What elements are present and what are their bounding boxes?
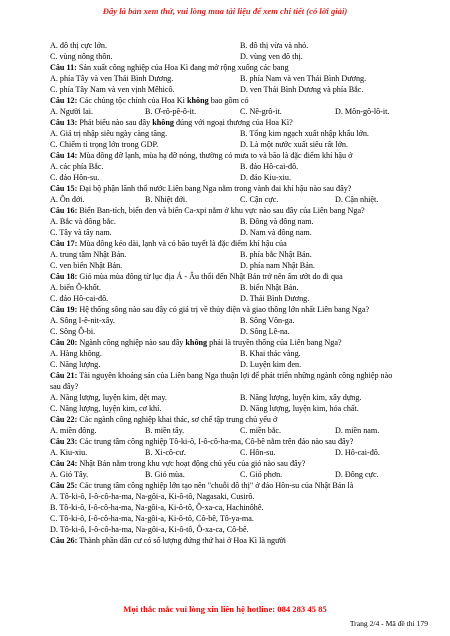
question-stem xyxy=(50,238,430,249)
question-stem xyxy=(50,117,430,128)
answer-row xyxy=(50,425,430,436)
question-text: Nhật Bản nằm trong khu vực hoạt động chủ yếu của gió nào sau đây? xyxy=(77,459,306,468)
question-text: Thành phần dân cư có số lượng đứng thứ hai ở Hoa Kì là người xyxy=(77,536,287,545)
question-emphasis: không xyxy=(186,96,209,105)
answer-option: B. Sông Vôn-ga. xyxy=(240,316,295,325)
answer-row xyxy=(50,84,430,95)
answer-option: D. Đông cực. xyxy=(335,470,379,479)
question-text: Đại bộ phận lãnh thổ nước Liên bang Nga nằm trong vành đai khí hậu nào sau đây? xyxy=(77,184,352,193)
answer-option: D. Cận nhiệt. xyxy=(335,195,379,204)
question-emphasis: không xyxy=(152,118,174,127)
answer-option: B. đảo Hô-cai-đô. xyxy=(240,162,299,171)
answer-row xyxy=(50,315,430,326)
answer-option: D. Năng lượng, luyện kim, hóa chất. xyxy=(240,404,359,413)
answer-option: C. Tây và tây nam. xyxy=(50,228,112,237)
question-stem xyxy=(50,480,430,491)
answer-option: B. Gió mùa. xyxy=(145,470,185,479)
answer-row xyxy=(50,139,430,150)
answer-row xyxy=(50,51,430,62)
answer-row xyxy=(50,282,430,293)
answer-option: D. phía nam Nhật Bản. xyxy=(240,261,315,270)
question-text-tail: phải là truyền thống của Liên bang Nga? xyxy=(207,338,342,347)
question-number: Câu 13: xyxy=(50,118,78,127)
answer-row xyxy=(50,260,430,271)
answer-option: D. Nam và đông nam. xyxy=(240,228,312,237)
answer-option: C. đảo Hôn-su. xyxy=(50,173,100,182)
text-line: sau đây? xyxy=(50,382,79,391)
answer-option: D. Thái Bình Dương. xyxy=(240,294,310,303)
answer-option: C. vùng nông thôn. xyxy=(50,52,113,61)
question-text: Các trung tâm công nghiệp lớn tạo nên "chuỗi đô thị" ở đảo Hôn-su của Nhật Bản là xyxy=(77,481,354,490)
answer-option: A. đô thị cực lớn. xyxy=(50,41,107,50)
question-number: Câu 20: xyxy=(50,338,78,347)
answer-option: B. đô thị vừa và nhỏ. xyxy=(240,41,309,50)
text-line: A. Tô-ki-ô, I-ô-cô-ha-ma, Na-gôi-a, Ki-ô-tô, Nagasaki, Cusirô. xyxy=(50,492,255,501)
question-number: Câu 12: xyxy=(50,96,78,105)
question-number: Câu 14: xyxy=(50,151,78,160)
question-stem xyxy=(50,414,430,425)
answer-row xyxy=(50,227,430,238)
question-stem xyxy=(50,436,430,447)
answer-row xyxy=(50,447,430,458)
question-emphasis: không xyxy=(185,338,208,347)
answer-option: A. Hàng không. xyxy=(50,349,102,358)
question-text: Các ngành công nghiệp khai thác, sơ chế tập trung chủ yếu ở xyxy=(77,415,278,424)
answer-option: D. Là một nước xuất siêu rất lớn. xyxy=(240,140,348,149)
answer-option: C. đảo Hô-cai-đô. xyxy=(50,294,109,303)
answer-option: A. Bắc và đông bắc. xyxy=(50,217,116,226)
question-stem xyxy=(50,150,430,161)
question-stem xyxy=(50,458,430,469)
question-stem xyxy=(50,535,430,546)
question-text: Biển Ban-tích, biển đen và biển Ca-xpi nằm ở khu vực nào sau đây của Liên bang Nga? xyxy=(77,206,365,215)
answer-option: D. vùng ven đô thị. xyxy=(240,52,303,61)
question-text: Ngành công nghiệp nào sau đây xyxy=(77,338,186,347)
question-number: Câu 26: xyxy=(50,536,78,545)
answer-option: B. Năng lượng, luyện kim, xây dựng. xyxy=(240,393,362,402)
answer-row xyxy=(50,249,430,260)
question-stem xyxy=(50,337,430,348)
answer-option: B. Xi-cô-cư. xyxy=(145,448,186,457)
question-number: Câu 19: xyxy=(50,305,78,314)
answer-option: D. Môn-gô-lô-it. xyxy=(335,107,390,116)
answer-option: C. Nê-grô-it. xyxy=(240,107,282,116)
question-stem xyxy=(50,205,430,216)
answer-option: A. Người lai. xyxy=(50,107,94,116)
answer-option: B. Ơ-rô-pê-ô-it. xyxy=(145,107,197,116)
answer-option: C. Cận cực. xyxy=(240,195,279,204)
answer-row xyxy=(50,40,430,51)
answer-option: A. các phía Bắc. xyxy=(50,162,104,171)
answer-option: A. Kiu-xiu. xyxy=(50,448,88,457)
answer-option: B. phía Nam và ven Thái Bình Dương. xyxy=(240,74,367,83)
answer-option: B. biển Nhật Bản. xyxy=(240,283,299,292)
answer-option: A. miền đông. xyxy=(50,426,97,435)
question-text: Tài nguyên khoáng sản của Liên bang Nga thuận lợi để phát triển những ngành công nghiệp nào xyxy=(77,371,393,380)
answer-option: A. trung tâm Nhật Bản. xyxy=(50,250,127,259)
answer-option: A. Ôn đới. xyxy=(50,195,85,204)
question-text: Gió mùa mùa đông từ lục địa Á - Âu thổi đến Nhật Bản trở nên ấm ướt do đi qua xyxy=(77,272,343,281)
answer-option: B. Khai thác vàng. xyxy=(240,349,301,358)
hotline-text: Mọi thắc mắc vui lòng xin liên hệ hotline: 084 283 45 85 xyxy=(123,604,327,614)
answer-row xyxy=(50,293,430,304)
answer-option: A. Năng lượng, luyện kim, dệt may. xyxy=(50,393,167,402)
question-number: Câu 25: xyxy=(50,481,78,490)
question-number: Câu 17: xyxy=(50,239,78,248)
answer-row xyxy=(50,392,430,403)
answer-option: C. Năng lượng. xyxy=(50,360,101,369)
answer-option: D. Hô-cai-đô. xyxy=(335,448,380,457)
answer-row xyxy=(50,359,430,370)
question-text: Phát biểu nào sau đây xyxy=(77,118,153,127)
answer-option: A. Gió Tây. xyxy=(50,470,89,479)
answer-option: D. đảo Kiu-xiu. xyxy=(240,173,291,182)
answer-option: C. ven biển Nhật Bản. xyxy=(50,261,123,270)
question-number: Câu 15: xyxy=(50,184,78,193)
answer-row xyxy=(50,348,430,359)
answer-option: A. Giá trị nhập siêu ngày càng tăng. xyxy=(50,129,168,138)
question-number: Câu 16: xyxy=(50,206,78,215)
question-text: Mùa đông kéo dài, lạnh và có bão tuyết là đặc điểm khí hậu của xyxy=(77,239,287,248)
question-stem xyxy=(50,95,430,106)
answer-row xyxy=(50,326,430,337)
answer-option: B. Tổng kim ngạch xuất nhập khẩu lớn. xyxy=(240,129,369,138)
answer-option: C. Chiếm tỉ trọng lớn trong GDP. xyxy=(50,140,159,149)
question-text: Mùa đông đỡ lạnh, mùa hạ đỡ nóng, thường có mưa to và bão là đặc điểm khí hậu ở xyxy=(77,151,353,160)
text-line: D. Tô-ki-ô, I-ô-cô-ha-ma, Na-gôi-a, Ki-ô-tô, Ô-xa-ca, Cô-bê. xyxy=(50,525,249,534)
question-text: Hệ thống sông nào sau đây có giá trị về thủy điện và giao thông lớn nhất Liên bang Nga? xyxy=(77,305,370,314)
answer-option: C. miền bắc. xyxy=(240,426,282,435)
answer-row xyxy=(50,161,430,172)
answer-option: B. miền tây. xyxy=(145,426,185,435)
question-number: Câu 22: xyxy=(50,415,78,424)
question-number: Câu 21: xyxy=(50,371,78,380)
answer-option: D. Luyện kim đen. xyxy=(240,360,302,369)
exam-content xyxy=(50,40,430,546)
question-number: Câu 24: xyxy=(50,459,78,468)
answer-row xyxy=(50,194,430,205)
answer-option: D. Sông Lê-na. xyxy=(240,327,290,336)
question-text-tail: đúng với ngoại thương của Hoa Kì? xyxy=(173,118,293,127)
question-stem xyxy=(50,304,430,315)
question-number: Câu 23: xyxy=(50,437,78,446)
question-stem xyxy=(50,183,430,194)
answer-row xyxy=(50,128,430,139)
question-text: Các chủng tộc chính của Hoa Kì xyxy=(77,96,187,105)
answer-option: C. Năng lượng, luyện kim, cơ khí. xyxy=(50,404,162,413)
answer-option: C. phía Tây Nam và ven vịnh Mêhicô. xyxy=(50,85,175,94)
text-line: C. Tô-ki-ô, I-ô-cô-ha-ma, Na-gôi-a, Ki-ô-tô, Cô-bê, Tô-ya-ma. xyxy=(50,514,254,523)
question-text-tail: bao gồm có xyxy=(208,96,249,105)
question-stem xyxy=(50,62,430,73)
answer-option: A. phía Tây và ven Thái Bình Dương. xyxy=(50,74,174,83)
question-number: Câu 18: xyxy=(50,272,78,281)
answer-option: A. Sông I-ê-nit-xây. xyxy=(50,316,115,325)
answer-row xyxy=(50,106,430,117)
answer-option: A. biển Ô-khốt. xyxy=(50,283,101,292)
text-line: B. Tô-ki-ô, I-ô-cô-ha-ma, Na-gôi-a, Ki-ô-tô, Ô-xa-ca, Hachinôhê. xyxy=(50,503,264,512)
answer-option: C. Sông Ô-bi. xyxy=(50,327,96,336)
answer-row xyxy=(50,403,430,414)
question-stem xyxy=(50,271,430,282)
question-text: Các trung tâm công nghiệp Tô-ki-ô, I-ô-cô-ha-ma, Cô-bê nằm trên đảo nào sau đây? xyxy=(77,437,354,446)
answer-option: D. miền nam. xyxy=(335,426,380,435)
answer-option: D. ven Thái Bình Dương và phía Bắc. xyxy=(240,85,364,94)
question-number: Câu 11: xyxy=(50,63,77,72)
answer-option: C. Gió phơn. xyxy=(240,470,283,479)
answer-option: C. Hôn-su. xyxy=(240,448,276,457)
preview-banner: Đây là bản xem thử, vui lòng mua tài liệu để xem chi tiết (có lời giải) xyxy=(102,6,348,16)
answer-row xyxy=(50,73,430,84)
question-text: Sản xuất công nghiệp của Hoa Kì đang mở rộng xuống các bang xyxy=(76,63,289,72)
answer-option: B. Nhiệt đới. xyxy=(145,195,188,204)
question-stem xyxy=(50,370,430,381)
page-footer: Trang 2/4 - Mã đề thi 179 xyxy=(349,619,428,628)
answer-option: B. Đông và đông nam. xyxy=(240,217,314,226)
answer-option: B. phía bắc Nhật Bản. xyxy=(240,250,312,259)
answer-row xyxy=(50,216,430,227)
answer-row xyxy=(50,172,430,183)
answer-row xyxy=(50,469,430,480)
